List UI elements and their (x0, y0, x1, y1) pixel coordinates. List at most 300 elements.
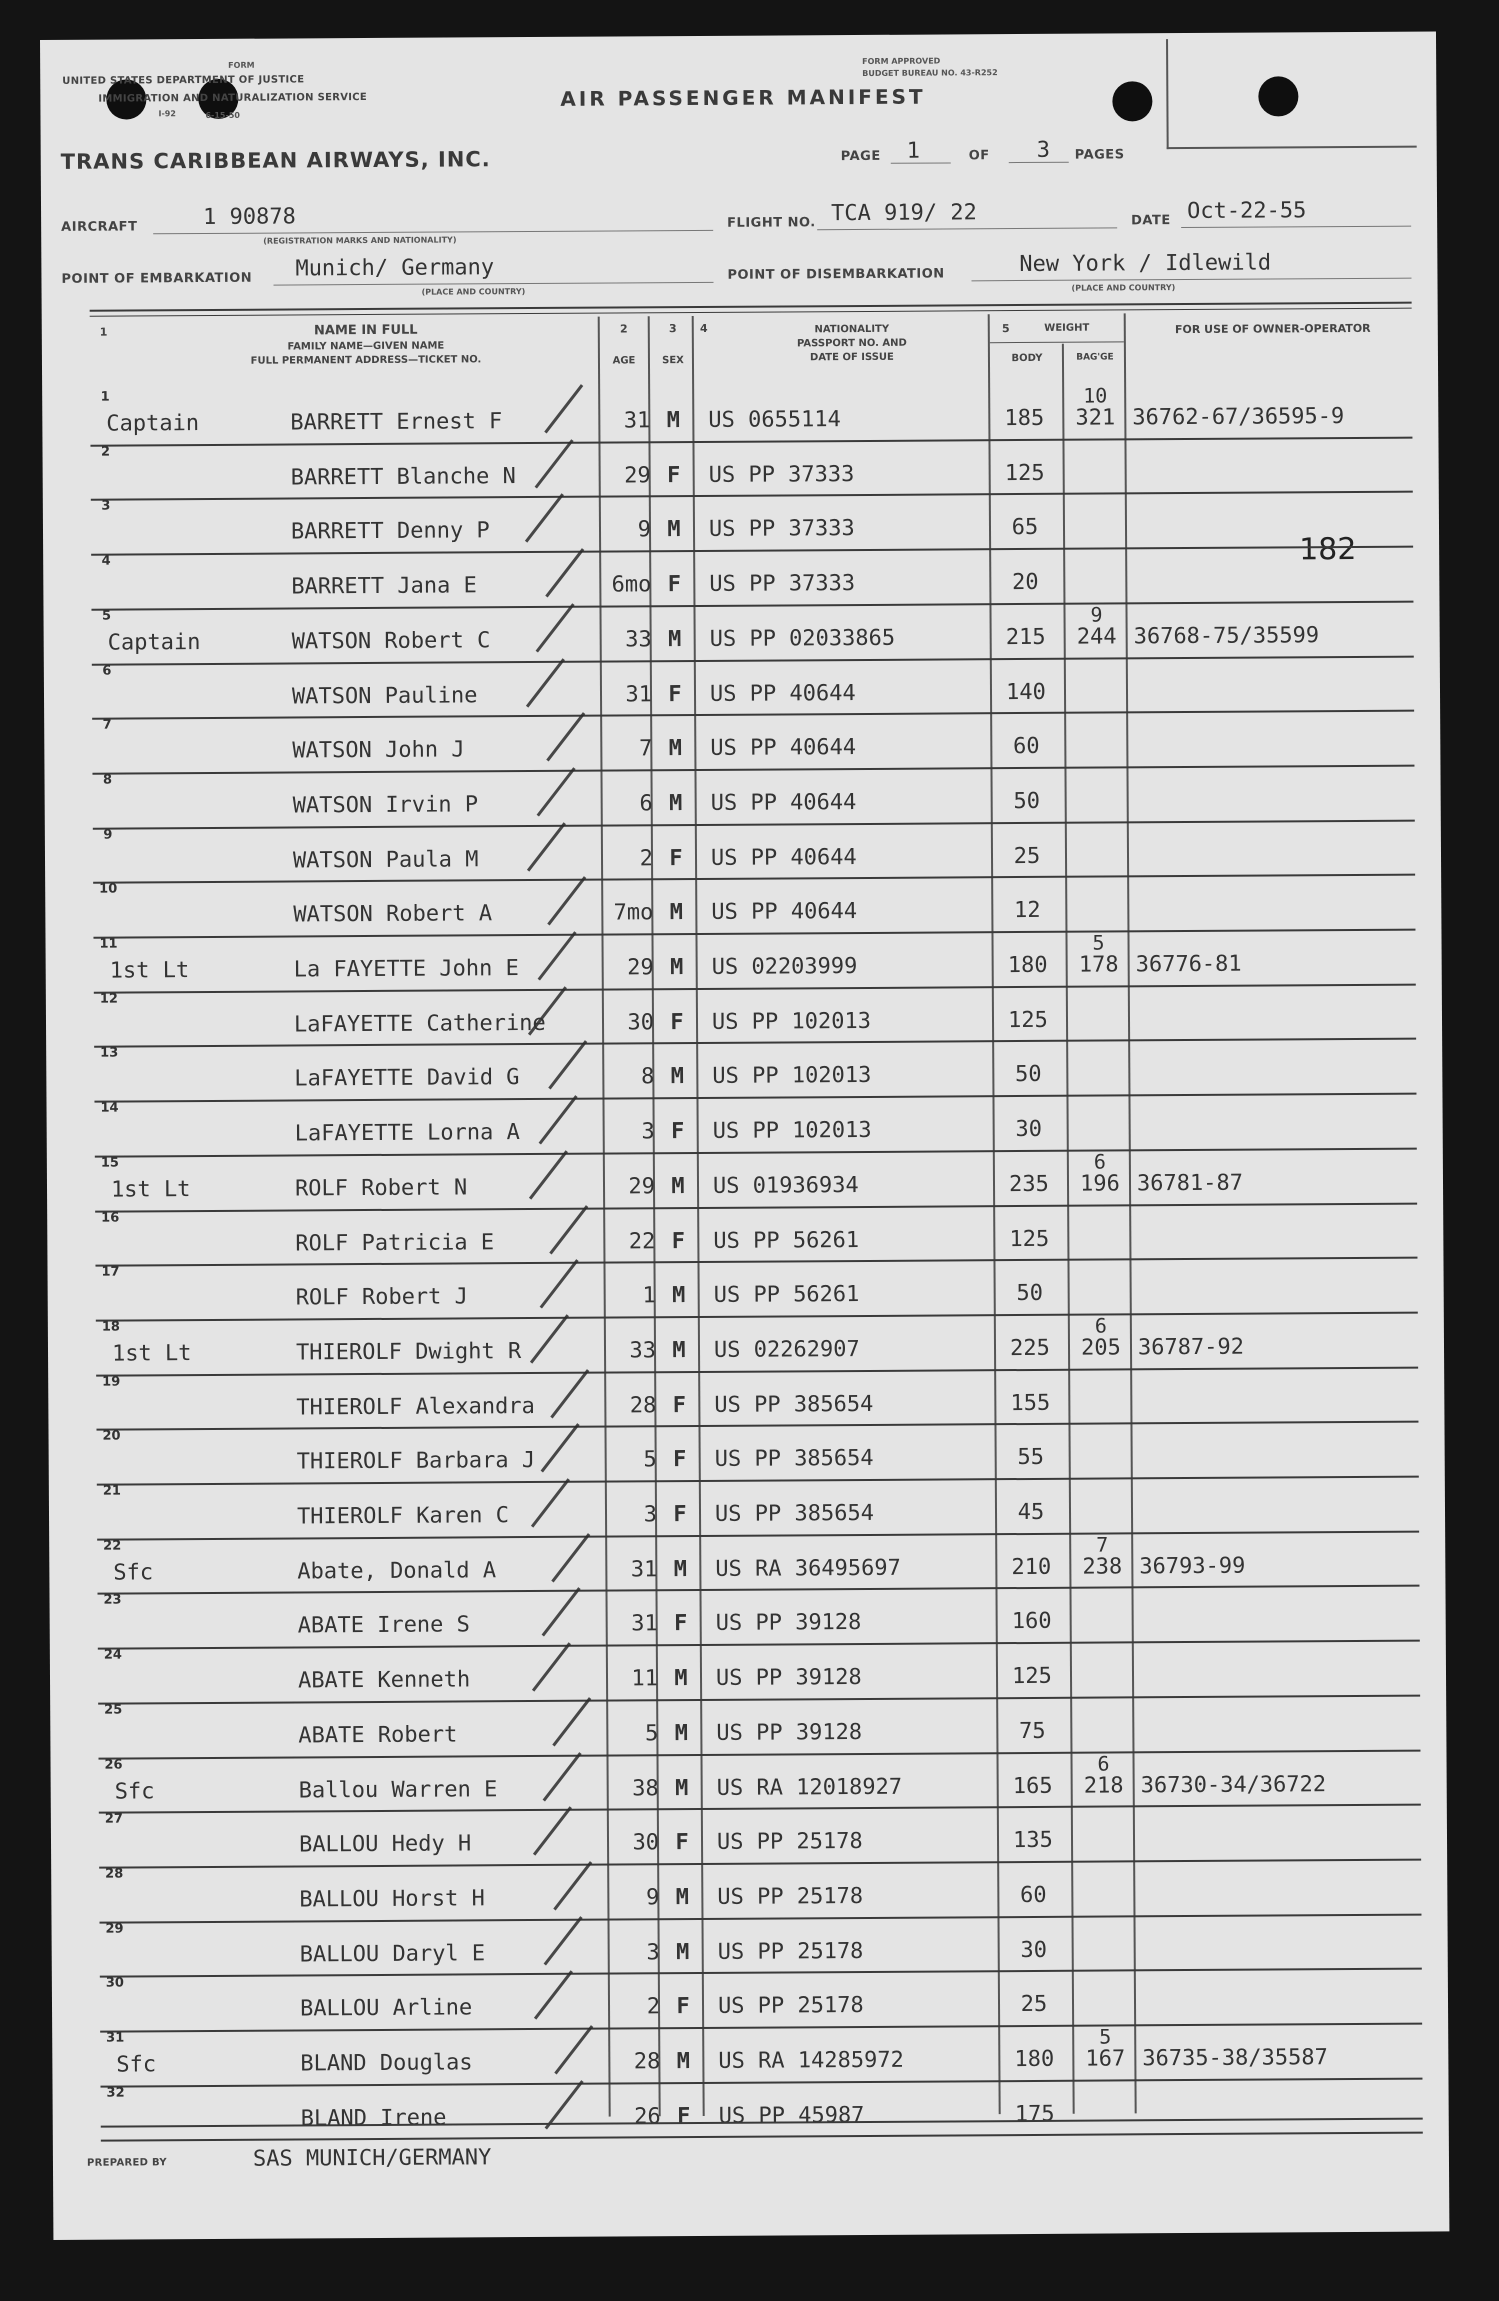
row-divider (100, 2023, 1422, 2033)
row-divider (95, 1147, 1417, 1157)
row-number: 13 (100, 1045, 119, 1062)
body-weight: 125 (1004, 460, 1045, 486)
baggage-weight: 218 (1083, 1772, 1124, 1799)
passenger-passport: US PP 40644 (710, 789, 857, 816)
page-number: 1 (906, 138, 921, 164)
passenger-age: 2 (639, 845, 654, 871)
check-mark (549, 1205, 588, 1254)
row-number: 5 (101, 608, 112, 624)
agency-name: UNITED STATES DEPARTMENT OF JUSTICE (62, 74, 305, 87)
baggage-weight: 205 (1081, 1335, 1121, 1361)
margin-note: 182 (1299, 531, 1357, 568)
passenger-name: Abate, Donald A (297, 1557, 497, 1585)
prepared-by-value: SAS MUNICH/GERMANY (252, 2145, 492, 2172)
passenger-rank: Captain (106, 411, 200, 437)
passenger-sex: F (671, 1228, 686, 1254)
body-weight: 30 (1015, 1116, 1043, 1143)
ticket-numbers: 36730-34/36722 (1140, 1771, 1327, 1798)
check-mark (530, 1314, 569, 1363)
check-mark (537, 767, 576, 816)
check-mark (554, 2025, 593, 2074)
row-number: 10 (99, 881, 118, 897)
ticket-numbers: 36735-38/35587 (1142, 2045, 1328, 2072)
row-number: 11 (99, 936, 118, 952)
passenger-name: ABATE Robert (298, 1722, 458, 1749)
body-weight: 125 (1009, 1226, 1050, 1252)
passenger-passport: US PP 25178 (717, 1993, 864, 2020)
passenger-passport: US PP 40644 (711, 899, 858, 926)
passenger-sex: M (669, 955, 684, 981)
body-weight: 125 (1012, 1663, 1052, 1690)
passenger-name: BLAND Douglas (300, 2050, 473, 2077)
document-title: AIR PASSENGER MANIFEST (560, 84, 926, 111)
passenger-rank: Sfc (114, 1778, 155, 1805)
passenger-rank: Captain (107, 629, 201, 656)
passenger-passport: US PP 39128 (715, 1665, 862, 1691)
disembarkation-label: POINT OF DISEMBARKATION (727, 266, 945, 283)
flight-no-value: TCA 919/ 22 (830, 200, 977, 227)
passenger-sex: M (666, 408, 681, 434)
passenger-sex: M (668, 790, 683, 817)
check-mark (547, 876, 586, 925)
passenger-age: 26 (634, 2103, 661, 2130)
row-divider (92, 655, 1414, 665)
passenger-sex: F (672, 1392, 687, 1418)
passenger-sex: M (669, 900, 684, 926)
passenger-sex: F (667, 572, 682, 598)
passenger-age: 9 (637, 517, 652, 543)
passenger-passport: US PP 40644 (710, 735, 857, 762)
body-weight: 25 (1013, 843, 1041, 869)
form-label: FORM (228, 60, 255, 70)
row-number: 14 (100, 1100, 119, 1116)
col-name-heading: NAME IN FULL (313, 322, 418, 339)
baggage-weight: 178 (1078, 952, 1119, 978)
ticket-numbers: 36768-75/35599 (1133, 622, 1320, 650)
passenger-name: BALLOU Daryl E (299, 1940, 486, 1968)
passenger-passport: US PP 56261 (713, 1282, 860, 1309)
passenger-passport: US PP 56261 (713, 1227, 860, 1254)
check-mark (550, 1369, 589, 1418)
passenger-sex: F (669, 845, 683, 871)
passenger-sex: F (675, 1830, 689, 1856)
passenger-sex: M (672, 1337, 686, 1364)
col-name-subheading: FAMILY NAME—GIVEN NAME (287, 340, 445, 353)
body-weight: 12 (1014, 898, 1041, 924)
col-sex-heading: SEX (662, 355, 684, 367)
row-number: 30 (105, 1975, 124, 1991)
passenger-name: WATSON Paula M (292, 846, 479, 874)
row-divider (93, 819, 1415, 829)
row-divider (95, 1257, 1417, 1267)
row-divider (101, 2132, 1423, 2142)
passenger-age: 29 (627, 955, 654, 981)
passenger-sex: F (668, 681, 682, 707)
passenger-name: WATSON Robert C (291, 628, 491, 655)
passenger-name: LaFAYETTE Lorna A (294, 1120, 520, 1147)
row-number: 24 (103, 1647, 122, 1663)
passenger-age: 33 (629, 1338, 657, 1364)
baggage-count: 6 (1097, 1750, 1110, 1776)
baggage-weight: 196 (1080, 1171, 1120, 1197)
row-number: 32 (106, 2085, 125, 2101)
row-divider (99, 1913, 1421, 1923)
ticket-numbers: 36762-67/36595-9 (1132, 404, 1345, 431)
check-mark (527, 822, 566, 871)
passenger-sex: F (676, 2103, 691, 2129)
passenger-age: 3 (643, 1502, 658, 1528)
passenger-sex: M (668, 736, 683, 762)
check-mark (529, 1150, 568, 1199)
passenger-name: BALLOU Arline (299, 1995, 473, 2022)
passenger-age: 31 (631, 1611, 658, 1637)
pages-label: PAGES (1074, 147, 1125, 163)
passenger-sex: M (673, 1556, 688, 1582)
passenger-sex: F (672, 1447, 687, 1473)
passenger-age: 7 (639, 736, 653, 762)
aircraft-label: AIRCRAFT (61, 219, 138, 235)
row-number: 15 (100, 1155, 119, 1171)
passenger-passport: US PP 25178 (717, 1938, 864, 1965)
row-number: 21 (102, 1483, 121, 1499)
row-number: 28 (105, 1866, 124, 1882)
date-label: DATE (1131, 213, 1171, 229)
row-divider (96, 1311, 1418, 1321)
body-weight: 50 (1016, 1281, 1044, 1307)
passenger-rank: 1st Lt (109, 958, 190, 984)
passenger-passport: US PP 102013 (712, 1118, 872, 1145)
check-mark (540, 1259, 579, 1308)
row-divider (97, 1585, 1419, 1595)
row-divider (95, 1202, 1417, 1212)
passenger-sex: M (671, 1283, 686, 1309)
baggage-weight: 238 (1082, 1554, 1123, 1580)
baggage-count: 10 (1083, 383, 1108, 408)
ticket-numbers: 36793-99 (1139, 1553, 1246, 1580)
passenger-name: THIEROLF Alexandra (296, 1393, 535, 1421)
body-weight: 65 (1011, 515, 1039, 541)
passenger-rank: 1st Lt (111, 1340, 192, 1367)
passenger-name: BARRETT Denny P (290, 518, 490, 545)
check-mark (532, 1642, 571, 1691)
baggage-weight: 321 (1075, 405, 1116, 431)
airline-name: TRANS CARIBBEAN AIRWAYS, INC. (60, 147, 491, 174)
passenger-name: WATSON Irvin P (292, 792, 479, 819)
passenger-passport: US PP 102013 (711, 1008, 872, 1035)
embarkation-value: Munich/ Germany (295, 255, 495, 282)
passenger-passport: US PP 37333 (708, 516, 855, 543)
passenger-age: 11 (631, 1666, 659, 1692)
passenger-sex: M (675, 1884, 690, 1911)
passenger-rank: Sfc (113, 1560, 154, 1586)
passenger-passport: US PP 40644 (709, 680, 856, 707)
body-weight: 215 (1005, 624, 1046, 650)
body-weight: 50 (1013, 788, 1040, 814)
body-weight: 225 (1010, 1335, 1050, 1361)
passenger-age: 31 (623, 408, 651, 434)
passenger-sex: F (666, 462, 681, 488)
baggage-count: 5 (1092, 930, 1105, 955)
passenger-age: 38 (632, 1775, 659, 1801)
col-owner-heading: FOR USE OF OWNER-OPERATOR (1174, 321, 1371, 337)
passenger-name: LaFAYETTE David G (294, 1065, 520, 1092)
passenger-name: BLAND Irene (300, 2105, 447, 2132)
passenger-name: BALLOU Hedy H (298, 1831, 472, 1858)
body-weight: 155 (1010, 1390, 1051, 1416)
col2-number: 2 (619, 322, 628, 336)
ticket-numbers: 36781-87 (1136, 1170, 1244, 1197)
row-number: 3 (101, 498, 111, 515)
passenger-sex: F (670, 1119, 685, 1145)
passenger-name: ROLF Robert N (294, 1175, 468, 1202)
row-divider (97, 1530, 1419, 1540)
passenger-sex: M (674, 1775, 689, 1801)
passenger-sex: F (676, 1994, 690, 2020)
passenger-name: La FAYETTE John E (293, 956, 519, 983)
passenger-name: ABATE Kenneth (297, 1667, 471, 1694)
punch-hole (1112, 81, 1152, 121)
body-weight: 20 (1012, 570, 1039, 596)
body-weight: 180 (1007, 952, 1048, 979)
passenger-name: Ballou Warren E (298, 1776, 498, 1803)
body-weight: 140 (1006, 679, 1046, 705)
baggage-count: 6 (1094, 1313, 1107, 1338)
baggage-count: 7 (1096, 1532, 1109, 1557)
agency-service: IMMIGRATION AND NATURALIZATION SERVICE (98, 92, 368, 105)
row-number: 27 (104, 1811, 123, 1827)
check-mark (544, 384, 583, 433)
body-weight: 25 (1020, 1992, 1048, 2018)
passenger-sex: M (671, 1173, 685, 1199)
passenger-name: BARRETT Ernest F (290, 409, 503, 436)
row-number: 8 (102, 772, 113, 788)
passenger-name: WATSON Robert A (293, 901, 493, 928)
passenger-passport: US PP 37333 (709, 571, 856, 598)
check-mark (525, 494, 564, 543)
passenger-age: 2 (646, 1994, 661, 2020)
passenger-passport: US 0655114 (708, 407, 841, 433)
col1-number: 1 (99, 325, 108, 339)
page-total: 3 (1036, 137, 1051, 163)
passenger-age: 29 (624, 462, 651, 489)
row-number: 25 (104, 1702, 123, 1718)
passenger-passport: US PP 40644 (710, 844, 857, 871)
body-weight: 45 (1017, 1499, 1045, 1526)
passenger-age: 29 (628, 1174, 656, 1200)
row-number: 23 (103, 1592, 122, 1609)
form-number: I-92 (158, 109, 176, 119)
check-mark (535, 439, 574, 488)
passenger-passport: US 02203999 (711, 954, 858, 980)
row-divider (98, 1694, 1420, 1704)
row-number: 2 (100, 444, 111, 460)
col-baggage-heading: BAG'GE (1076, 352, 1114, 363)
row-number: 7 (102, 717, 112, 733)
form-approved: FORM APPROVED (862, 56, 941, 66)
row-divider (92, 710, 1414, 720)
passenger-name: WATSON Pauline (291, 682, 478, 709)
passenger-name: LaFAYETTE Catherine (293, 1010, 546, 1038)
check-mark (546, 712, 585, 761)
row-number: 16 (101, 1210, 120, 1226)
row-number: 19 (102, 1374, 121, 1390)
passenger-name: WATSON John J (292, 737, 465, 764)
check-mark (545, 548, 584, 597)
body-weight: 185 (1004, 405, 1045, 432)
body-weight: 210 (1011, 1554, 1052, 1580)
passenger-age: 30 (627, 1009, 655, 1036)
check-mark (541, 1423, 580, 1472)
ticket-numbers: 36787-92 (1137, 1334, 1245, 1361)
col-nationality-heading: NATIONALITY (814, 323, 890, 336)
row-number: 12 (99, 991, 118, 1007)
check-mark (551, 1533, 590, 1582)
disembarkation-value: New York / Idlewild (1019, 250, 1272, 278)
passenger-age: 3 (646, 1939, 660, 1965)
row-divider (96, 1366, 1418, 1376)
baggage-count: 6 (1093, 1149, 1106, 1174)
baggage-weight: 244 (1076, 624, 1117, 650)
passenger-name: ROLF Patricia E (295, 1229, 495, 1256)
passenger-passport: US PP 45987 (718, 2102, 865, 2129)
check-mark (531, 1478, 570, 1527)
passenger-age: 5 (645, 1721, 659, 1747)
passenger-name: ROLF Robert J (295, 1284, 468, 1311)
body-weight: 165 (1012, 1773, 1053, 1799)
passenger-age: 28 (633, 2049, 661, 2075)
passenger-name: BARRETT Blanche N (290, 463, 516, 491)
disembarkation-sublabel: (PLACE AND COUNTRY) (1071, 283, 1176, 293)
row-divider (90, 436, 1412, 446)
passenger-passport: US 01936934 (712, 1172, 859, 1199)
passenger-rank: Sfc (116, 2052, 157, 2078)
passenger-age: 3 (641, 1119, 655, 1145)
passenger-sex: M (670, 1064, 685, 1090)
body-weight: 235 (1009, 1171, 1049, 1197)
check-mark (553, 1861, 592, 1910)
passenger-passport: US PP 385654 (714, 1500, 875, 1527)
flight-no-label: FLIGHT NO. (727, 215, 816, 231)
passenger-age: 28 (629, 1392, 657, 1419)
row-number: 31 (106, 2030, 125, 2046)
row-number: 20 (102, 1428, 121, 1444)
check-mark (536, 603, 575, 652)
passenger-age: 9 (646, 1885, 660, 1911)
row-divider (91, 491, 1413, 501)
embarkation-label: POINT OF EMBARKATION (61, 270, 253, 287)
passenger-passport: US PP 385654 (714, 1391, 874, 1418)
passenger-name: THIEROLF Dwight R (295, 1338, 522, 1366)
passenger-age: 5 (643, 1447, 657, 1473)
passenger-passport: US RA 12018927 (716, 1774, 903, 1801)
check-mark (548, 1041, 587, 1090)
row-number: 29 (105, 1921, 124, 1937)
passenger-age: 6 (639, 791, 653, 817)
col4-number: 4 (699, 321, 708, 335)
passenger-sex: M (674, 1666, 688, 1692)
row-divider (98, 1749, 1420, 1759)
passenger-passport: US PP 37333 (708, 461, 855, 488)
passenger-passport: US PP 39128 (716, 1719, 863, 1746)
body-weight: 75 (1019, 1718, 1046, 1744)
check-mark (542, 1588, 581, 1637)
col3-number: 3 (668, 322, 677, 336)
row-divider (96, 1421, 1418, 1431)
check-mark (534, 1971, 573, 2020)
row-divider (98, 1640, 1420, 1650)
passenger-age: 31 (625, 681, 653, 707)
col-weight-heading: WEIGHT (1044, 322, 1090, 334)
date-value: Oct-22-55 (1186, 198, 1307, 224)
passenger-passport: US RA 14285972 (718, 2047, 904, 2074)
passenger-age: 8 (641, 1064, 655, 1090)
passenger-age: 7mo (613, 900, 654, 926)
row-number: 6 (102, 663, 112, 679)
passenger-sex: M (674, 1720, 689, 1746)
row-divider (93, 929, 1415, 939)
check-mark (539, 1095, 578, 1144)
passenger-name: THIEROLF Barbara J (296, 1448, 536, 1475)
check-mark (538, 931, 577, 980)
ticket-numbers: 36776-81 (1135, 951, 1242, 978)
passenger-passport: US PP 02033865 (709, 625, 896, 652)
row-divider (97, 1476, 1419, 1486)
passenger-passport: US RA 36495697 (715, 1555, 901, 1582)
passenger-sex: M (667, 626, 682, 652)
body-weight: 30 (1020, 1937, 1048, 1963)
passenger-sex: M (676, 2049, 691, 2075)
manifest-sheet (40, 31, 1449, 2239)
embarkation-sublabel: (PLACE AND COUNTRY) (421, 287, 526, 297)
baggage-weight: 167 (1085, 2046, 1126, 2072)
body-weight: 160 (1011, 1609, 1052, 1635)
passenger-rank: 1st Lt (110, 1176, 191, 1203)
passenger-passport: US PP 385654 (714, 1446, 874, 1473)
form-date: 6-15-50 (205, 110, 240, 120)
row-divider (93, 874, 1415, 884)
prepared-by-label: PREPARED BY (86, 2157, 167, 2169)
passenger-sex: F (673, 1611, 688, 1637)
passenger-age: 31 (630, 1556, 658, 1583)
row-divider (94, 1038, 1416, 1048)
of-label: OF (968, 148, 990, 164)
row-divider (94, 983, 1416, 993)
passenger-passport: US 02262907 (713, 1336, 860, 1363)
baggage-count: 5 (1099, 2024, 1112, 2049)
passenger-passport: US PP 25178 (717, 1883, 864, 1910)
passenger-passport: US PP 25178 (716, 1829, 863, 1856)
passenger-sex: F (673, 1502, 687, 1528)
col5-number: 5 (1001, 322, 1010, 336)
row-number: 1 (100, 389, 110, 405)
passenger-sex: M (675, 1939, 690, 1965)
body-weight: 60 (1013, 734, 1040, 760)
col-name-address: FULL PERMANENT ADDRESS—TICKET NO. (250, 354, 482, 367)
row-divider (99, 1804, 1421, 1814)
row-number: 4 (101, 553, 111, 569)
check-mark (533, 1806, 572, 1855)
row-divider (91, 600, 1413, 610)
passenger-age: 33 (625, 627, 652, 653)
budget-bureau: BUDGET BUREAU NO. 43-R252 (862, 68, 998, 78)
body-weight: 60 (1020, 1882, 1047, 1908)
body-weight: 135 (1013, 1828, 1053, 1854)
check-mark (544, 1916, 583, 1965)
passenger-name: THIEROLF Karen C (296, 1503, 510, 1530)
body-weight: 55 (1017, 1445, 1045, 1471)
check-mark (543, 1752, 582, 1801)
body-weight: 175 (1014, 2101, 1055, 2127)
